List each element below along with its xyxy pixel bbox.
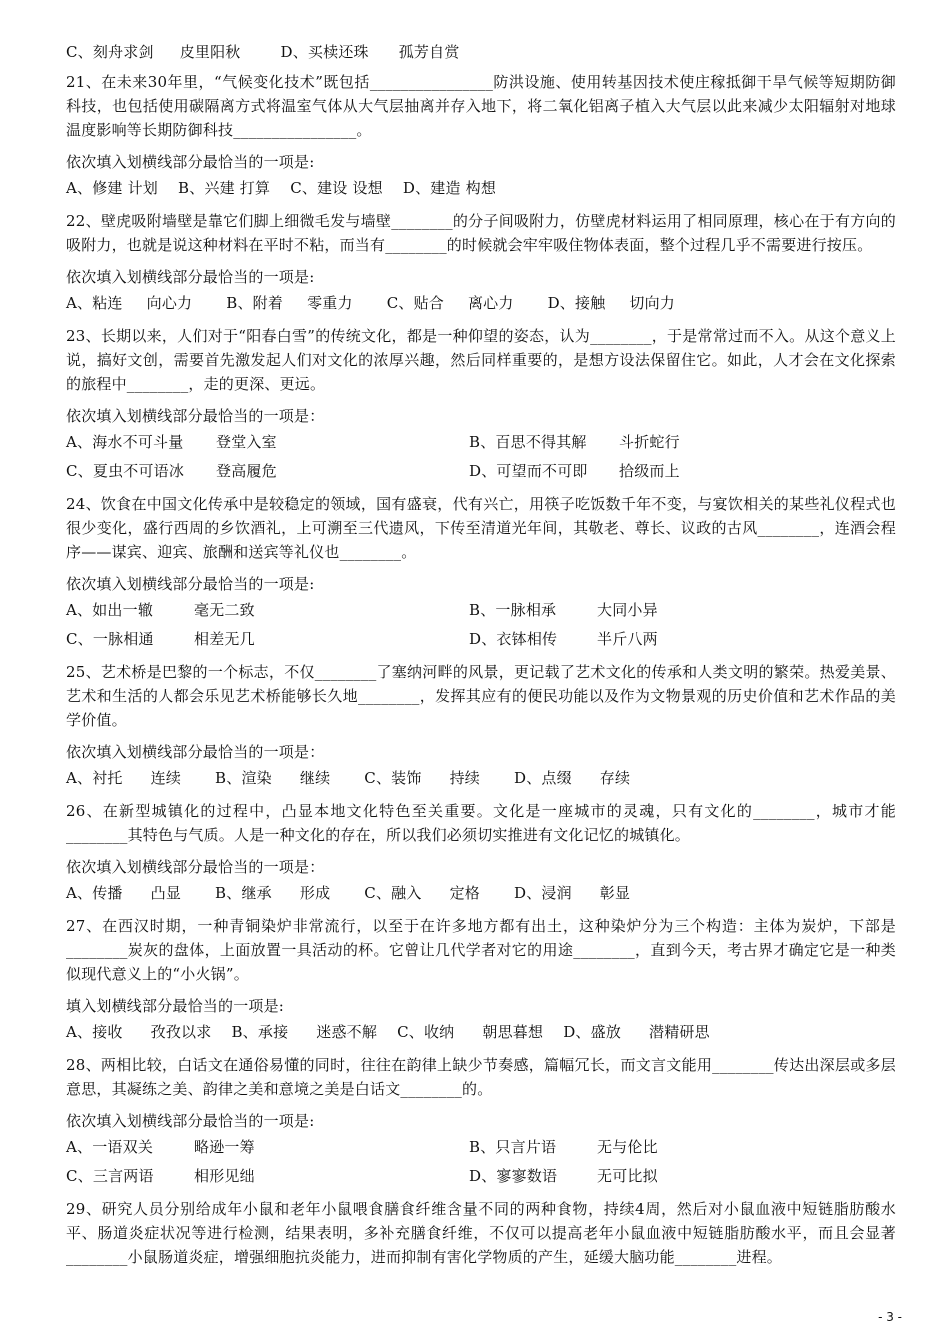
question-23: 23、长期以来，人们对于“阳春白雪”的传统文化，都是一种仰望的姿态，认为________，于是常常过而不入。从这个意义上说，搞好文创，需要首先激发起人们对文化的浓厚兴趣，然后同样重要的，是想方设法保留住它。如此，人才会在文化探索的旅程中________，走的更深、更远。	[66, 327, 896, 393]
q28-c-word1: C、三言两语	[66, 1167, 154, 1185]
q23-d-word1: D、可望而不可即	[469, 462, 588, 480]
question-23-options-row1	[66, 430, 896, 459]
question-24-options-row1	[66, 598, 896, 627]
question-26: 26、在新型城镇化的过程中，凸显本地文化特色至关重要。文化是一座城市的灵魂，只有文化的________，城市才能________其特色与气质。人是一种文化的存在，所以我们必须切实推进有文化记忆的城镇化。	[66, 802, 896, 844]
question-28: 28、两相比较，白话文在通俗易懂的同时，往往在韵律上缺少节奏感，篇幅冗长，而文言文能用________传达出深层或多层意思，其凝练之美、韵律之美和意境之美是白话文________的。	[66, 1056, 896, 1098]
q26-d-word1: D、浸润	[513, 884, 572, 902]
q24-c-word2: 相差无几	[194, 630, 255, 648]
question-26-options	[66, 881, 896, 910]
question-21-options	[66, 176, 896, 205]
q23-option-b	[469, 430, 680, 454]
q27-b-word1: B、承接	[231, 1023, 289, 1041]
q23-option-a	[66, 430, 277, 454]
q24-d-word2: 半斤八两	[597, 630, 658, 648]
q23-c-word1: C、夏虫不可语冰	[66, 462, 185, 480]
q22-option-d	[548, 291, 675, 315]
q21-option-b: B、兴建 打算	[178, 179, 271, 197]
q26-option-d	[514, 881, 630, 905]
q24-d-word1: D、衣钵相传	[469, 630, 558, 648]
question-22-options	[66, 291, 896, 320]
q28-option-a	[66, 1135, 255, 1159]
q24-b-word2: 大同小异	[597, 601, 658, 619]
question-28-options-row1	[66, 1135, 896, 1164]
q24-option-a	[66, 598, 255, 622]
q25-d-word2: 存续	[599, 769, 631, 787]
q25-a-word1: A、衬托	[66, 769, 123, 787]
q23-c-word2: 登高履危	[216, 462, 277, 480]
q27-d-word1: D、盛放	[563, 1023, 622, 1041]
q27-a-word2: 孜孜以求	[150, 1023, 212, 1041]
q22-option-b	[226, 291, 352, 315]
q27-d-word2: 潜精研思	[649, 1023, 710, 1041]
q27-c-word2: 朝思暮想	[482, 1023, 544, 1041]
q28-b-word1: B、只言片语	[469, 1138, 557, 1156]
question-24-options-row2	[66, 627, 896, 656]
q25-a-word2: 连续	[150, 769, 182, 787]
q27-a-word1: A、接收	[66, 1023, 123, 1041]
option-d-word: 孤芳自赏	[398, 43, 460, 61]
q25-c-word2: 持续	[449, 769, 480, 787]
question-21-prompt: 依次填入划横线部分最恰当的一项是:	[66, 153, 315, 171]
question-28-prompt: 依次填入划横线部分最恰当的一项是:	[66, 1112, 315, 1130]
q26-a-word2: 凸显	[150, 884, 182, 902]
question-24-prompt: 依次填入划横线部分最恰当的一项是:	[66, 575, 315, 593]
option-d: D、买椟还珠	[280, 43, 369, 61]
q22-a-word1: A、粘连	[66, 294, 123, 312]
question-27: 27、在西汉时期，一种青铜染炉非常流行，以至于在许多地方都有出土，这种染炉分为三个构造：主体为炭炉，下部是________炭灰的盘体，上面放置一具活动的杯。它曾让几代学者对它的用途________，直到今天，考古界才确定它是一种类似现代意义上的“小火锅”。	[66, 917, 896, 983]
q23-option-c	[66, 459, 277, 483]
q23-b-word2: 斗折蛇行	[619, 433, 680, 451]
question-27-prompt: 填入划横线部分最恰当的一项是:	[66, 997, 285, 1015]
q26-c-word2: 定格	[449, 884, 480, 902]
q27-option-a	[66, 1020, 211, 1044]
q24-b-word1: B、一脉相承	[469, 601, 557, 619]
q23-a-word1: A、海水不可斗量	[66, 433, 184, 451]
question-25-prompt: 依次填入划横线部分最恰当的一项是：	[66, 743, 325, 761]
question-25-options	[66, 766, 896, 795]
top-option-row	[66, 40, 896, 66]
q26-d-word2: 彰显	[599, 884, 631, 902]
q26-option-b	[215, 881, 330, 905]
question-21: 21、在未来30年里，“气候变化技术”既包括________________防洪设施、使用转基因技术使庄稼抵御干旱气候等短期防御科技，也包括使用碳隔离方式将温室气体从大气层抽离并存入地下，将二氧化铝离子植入大气层以此来减少太阳辐射对地球温度影响等长期防御科技________________。	[66, 73, 896, 139]
q24-a-word1: A、如出一辙	[66, 601, 154, 619]
q22-b-word2: 零重力	[307, 294, 353, 312]
q27-option-c	[397, 1020, 543, 1044]
q28-d-word1: D、寥寥数语	[469, 1167, 558, 1185]
q24-option-c	[66, 627, 255, 651]
q22-c-word1: C、贴合	[386, 294, 444, 312]
question-23-options-row2	[66, 459, 896, 488]
q25-b-word2: 继续	[299, 769, 331, 787]
question-22: 22、壁虎吸附墙壁是靠它们脚上细微毛发与墙壁________的分子间吸附力，仿壁虎材料运用了相同原理，核心在于有方向的吸附力，也就是说这种材料在平时不粘，而当有________的时候就会牢牢吸住物体表面，整个过程几乎不需要进行按压。	[66, 212, 896, 254]
q26-c-word1: C、融入	[364, 884, 422, 902]
q25-b-word1: B、渲染	[215, 769, 272, 787]
q24-option-b	[469, 598, 658, 622]
option-c-word: 皮里阳秋	[179, 43, 241, 61]
question-24: 24、饮食在中国文化传承中是较稳定的领域，国有盛衰，代有兴亡，用筷子吃饭数千年不变，与宴饮相关的某些礼仪程式也很少变化，盛行西周的乡饮酒礼，上可溯至三代遗风，下传至清道光年间，其敬老、尊长、议政的古风________，连酒会程序——谋宾、迎宾、旅酬和送宾等礼仪也________。	[66, 495, 896, 561]
page-number: - 3 -	[878, 1310, 902, 1324]
q25-option-d	[514, 766, 630, 790]
question-23-prompt: 依次填入划横线部分最恰当的一项是：	[66, 407, 325, 425]
question-27-options	[66, 1020, 896, 1049]
q28-b-word2: 无与伦比	[597, 1138, 658, 1156]
q28-option-c	[66, 1164, 255, 1188]
q26-b-word1: B、继承	[215, 884, 272, 902]
q27-c-word1: C、收纳	[397, 1023, 455, 1041]
q27-b-word2: 迷惑不解	[316, 1023, 378, 1041]
q26-option-a	[66, 881, 181, 905]
q28-a-word2: 略逊一筹	[194, 1138, 255, 1156]
q25-option-b	[215, 766, 330, 790]
q22-d-word1: D、接触	[547, 294, 606, 312]
q28-d-word2: 无可比拟	[597, 1167, 658, 1185]
q23-b-word1: B、百思不得其解	[469, 433, 587, 451]
q21-option-a: A、修建 计划	[66, 179, 159, 197]
q28-c-word2: 相形见绌	[194, 1167, 255, 1185]
q28-option-d	[469, 1164, 658, 1188]
q24-c-word1: C、一脉相通	[66, 630, 154, 648]
question-22-prompt: 依次填入划横线部分最恰当的一项是:	[66, 268, 315, 286]
q26-a-word1: A、传播	[66, 884, 123, 902]
q22-d-word2: 切向力	[629, 294, 676, 312]
q25-c-word1: C、装饰	[364, 769, 422, 787]
q23-d-word2: 拾级而上	[619, 462, 680, 480]
q23-option-d	[469, 459, 680, 483]
q21-option-d: D、建造 构想	[402, 179, 497, 197]
q22-b-word1: B、附着	[226, 294, 284, 312]
q23-a-word2: 登堂入室	[216, 433, 277, 451]
question-29: 29、研究人员分别给成年小鼠和老年小鼠喂食膳食纤维含量不同的两种食物，持续4周，然后对小鼠血液中短链脂肪酸水平、肠道炎症状况等进行检测，结果表明，多补充膳食纤维，不仅可以提高老年小鼠血液中短链脂肪酸水平，而且会显著________小鼠肠道炎症，增强细胞抗炎能力，进而抑制有害化学物质的产生，延缓大脑功能________进程。	[66, 1200, 896, 1266]
q21-option-c: C、建设 设想	[290, 179, 383, 197]
q25-option-c	[364, 766, 480, 790]
question-25: 25、艺术桥是巴黎的一个标志，不仅________了塞纳河畔的风景，更记载了艺术文化的传承和人类文明的繁荣。热爱美景、艺术和生活的人都会乐见艺术桥能够长久地________，发挥其应有的便民功能以及作为文物景观的历史价值和艺术作品的美学价值。	[66, 663, 896, 729]
q22-option-c	[387, 291, 514, 315]
q26-b-word2: 形成	[299, 884, 331, 902]
q22-c-word2: 离心力	[467, 294, 514, 312]
q22-a-word2: 向心力	[146, 294, 193, 312]
q26-option-c	[364, 881, 480, 905]
option-c: C、刻舟求剑	[66, 43, 154, 61]
document-page	[66, 40, 896, 1269]
q24-option-d	[469, 627, 658, 651]
question-28-options-row2	[66, 1164, 896, 1193]
q25-option-a	[66, 766, 181, 790]
q27-option-b	[231, 1020, 377, 1044]
q25-d-word1: D、点缀	[513, 769, 572, 787]
q28-option-b	[469, 1135, 658, 1159]
q24-a-word2: 毫无二致	[194, 601, 255, 619]
question-26-prompt: 依次填入划横线部分最恰当的一项是：	[66, 858, 325, 876]
q27-option-d	[563, 1020, 710, 1044]
q22-option-a	[66, 291, 192, 315]
q28-a-word1: A、一语双关	[66, 1138, 154, 1156]
